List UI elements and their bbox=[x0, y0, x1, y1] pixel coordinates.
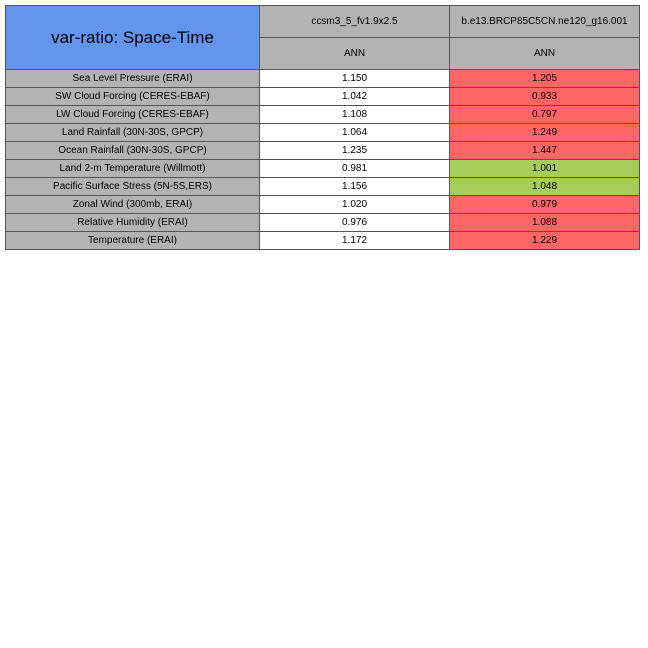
table-row bbox=[6, 124, 640, 142]
row-label: Ocean Rainfall (30N-30S, GPCP) bbox=[6, 142, 260, 160]
table-row bbox=[6, 142, 640, 160]
row-label: Relative Humidity (ERAI) bbox=[6, 214, 260, 232]
value-cell: 1.020 bbox=[260, 196, 450, 214]
value-cell: 1.042 bbox=[260, 88, 450, 106]
row-label: Zonal Wind (300mb, ERAI) bbox=[6, 196, 260, 214]
row-label: Land Rainfall (30N-30S, GPCP) bbox=[6, 124, 260, 142]
table-row bbox=[6, 214, 640, 232]
row-label: SW Cloud Forcing (CERES-EBAF) bbox=[6, 88, 260, 106]
value-cell: 1.249 bbox=[450, 124, 640, 142]
value-cell: 0.981 bbox=[260, 160, 450, 178]
row-label: Sea Level Pressure (ERAI) bbox=[6, 70, 260, 88]
value-cell: 1.156 bbox=[260, 178, 450, 196]
header-row-names bbox=[6, 6, 640, 38]
value-cell: 1.172 bbox=[260, 232, 450, 250]
value-cell: 1.088 bbox=[450, 214, 640, 232]
column-header-2: b.e13.BRCP85C5CN.ne120_g16.001 bbox=[450, 6, 640, 38]
table-row bbox=[6, 196, 640, 214]
value-cell: 0.797 bbox=[450, 106, 640, 124]
table-row bbox=[6, 70, 640, 88]
table-row bbox=[6, 232, 640, 250]
value-cell: 1.235 bbox=[260, 142, 450, 160]
value-cell: 1.108 bbox=[260, 106, 450, 124]
value-cell: 0.979 bbox=[450, 196, 640, 214]
table-row bbox=[6, 160, 640, 178]
row-label: Pacific Surface Stress (5N-5S,ERS) bbox=[6, 178, 260, 196]
value-cell: 0.933 bbox=[450, 88, 640, 106]
metrics-table bbox=[5, 5, 640, 250]
table-row bbox=[6, 178, 640, 196]
row-label: LW Cloud Forcing (CERES-EBAF) bbox=[6, 106, 260, 124]
value-cell: 1.001 bbox=[450, 160, 640, 178]
table-row bbox=[6, 88, 640, 106]
row-label: Temperature (ERAI) bbox=[6, 232, 260, 250]
table-row bbox=[6, 106, 640, 124]
column-header-1: ccsm3_5_fv1.9x2.5 bbox=[260, 6, 450, 38]
value-cell: 0.976 bbox=[260, 214, 450, 232]
value-cell: 1.205 bbox=[450, 70, 640, 88]
season-header-1: ANN bbox=[260, 38, 450, 70]
table-title: var-ratio: Space-Time bbox=[6, 6, 260, 70]
row-label: Land 2-m Temperature (Willmott) bbox=[6, 160, 260, 178]
value-cell: 1.064 bbox=[260, 124, 450, 142]
value-cell: 1.048 bbox=[450, 178, 640, 196]
season-header-2: ANN bbox=[450, 38, 640, 70]
value-cell: 1.150 bbox=[260, 70, 450, 88]
value-cell: 1.229 bbox=[450, 232, 640, 250]
value-cell: 1.447 bbox=[450, 142, 640, 160]
